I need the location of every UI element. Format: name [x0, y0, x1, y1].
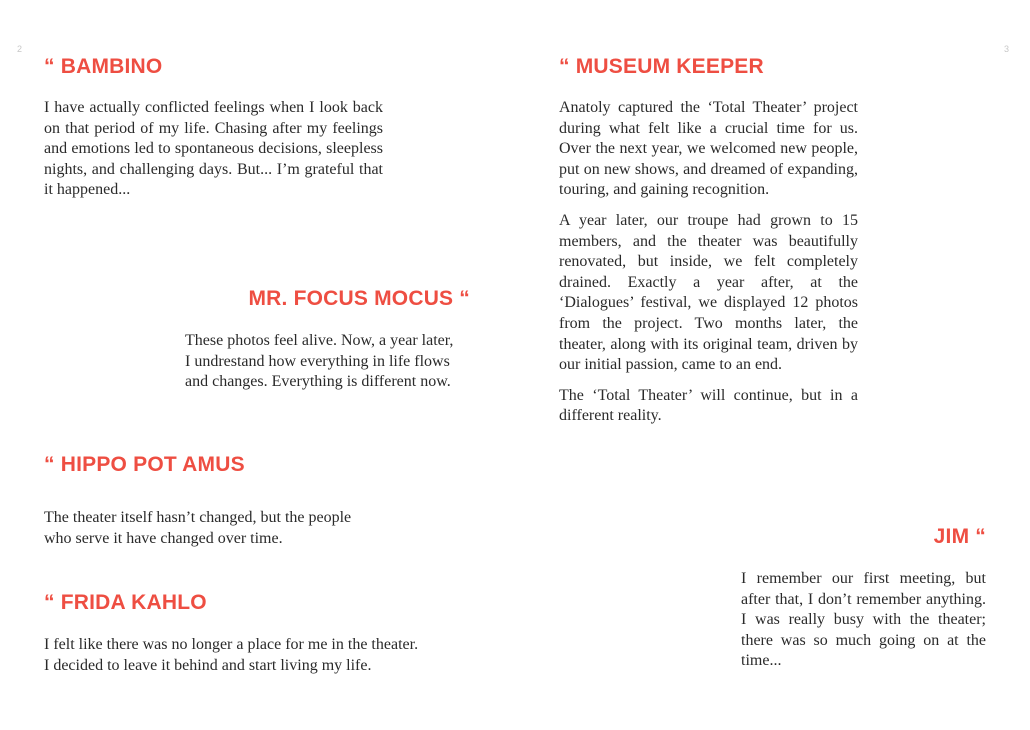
bambino-text: I have actually conflicted feelings when I look back on that period of my life. Chasing after my feelings and emotions led to spontaneous decisions, sleepless nights, and challenging days. But... I’m grateful that it happened...: [44, 99, 383, 199]
page-number-right: 3: [1004, 44, 1010, 54]
jim-text: I remember our first meeting, but after that, I don’t remember anything. I was really busy with the theater; there was so much going on at the time...: [741, 570, 986, 670]
museum-keeper-paragraph-2: A year later, our troupe had grown to 15 members, and the theater was beautifully renovated, but inside, we felt completely drained. Exactly a year after, at the ‘Dialogues’ festival, we displayed 12 photos from the project. Two months later, the theater, along with its original team, driven by our initial passion, came to an end.: [559, 211, 858, 374]
museum-keeper-paragraph-3: The ‘Total Theater’ will continue, but in a different reality.: [559, 386, 858, 425]
focus-mocus-line-1: These photos feel alive. Now, a year later,: [185, 332, 454, 349]
focus-mocus-quote: [185, 331, 475, 393]
focus-mocus-heading: MR. FOCUS MOCUS “: [248, 287, 470, 310]
jim-heading: JIM “: [933, 525, 986, 548]
museum-keeper-text: [559, 98, 858, 427]
focus-mocus-line-2: I undrestand how everything in life flows: [185, 352, 450, 370]
focus-mocus-line-3: and changes. Everything is different now.: [185, 373, 451, 391]
page-number-left: 2: [17, 44, 23, 54]
frida-heading: “ FRIDA KAHLO: [44, 591, 207, 614]
hippo-line-1: The theater itself hasn’t changed, but the people: [44, 509, 352, 526]
museum-keeper-paragraph-1: Anatoly captured the ‘Total Theater’ project during what felt like a crucial time for us. Over the next year, we welcomed new people, put on new shows, and dreamed of expanding, touring, and gaining recognition.: [559, 99, 858, 199]
bambino-heading: “ BAMBINO: [44, 55, 163, 78]
frida-line-1: I felt like there was no longer a place for me in the theater.: [44, 636, 419, 653]
hippo-heading: “ HIPPO POT AMUS: [44, 453, 245, 476]
frida-quote: [44, 635, 484, 676]
frida-line-2: I decided to leave it behind and start living my life.: [44, 656, 372, 674]
museum-keeper-heading: “ MUSEUM KEEPER: [559, 55, 764, 78]
hippo-line-2: who serve it have changed over time.: [44, 529, 283, 547]
hippo-quote: [44, 508, 404, 549]
